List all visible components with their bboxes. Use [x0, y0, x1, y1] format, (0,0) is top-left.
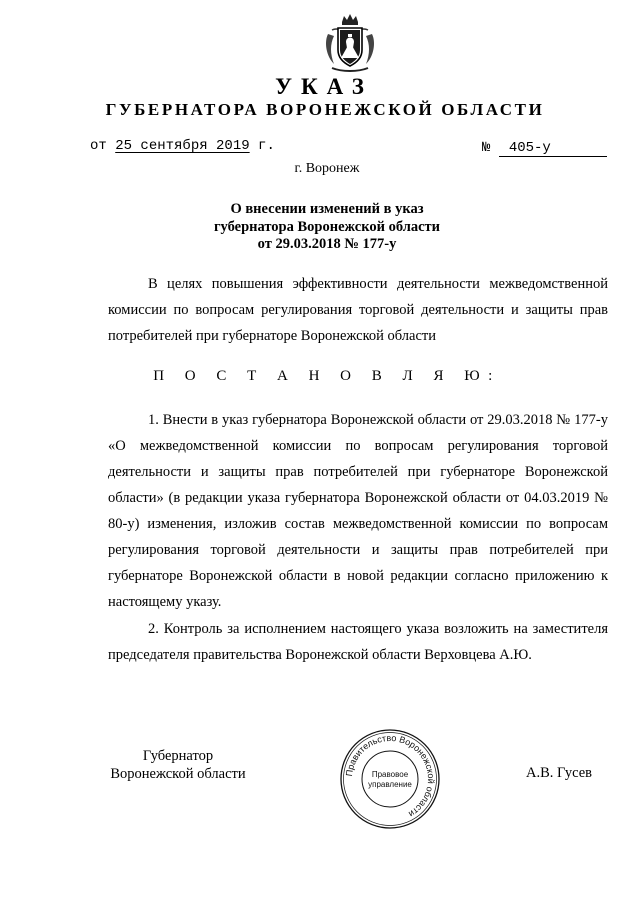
- heading-line: губернатора Воронежской области: [213, 218, 441, 235]
- document-title: УКАЗ: [275, 74, 373, 99]
- document-heading: [0, 201, 640, 254]
- date-line: [90, 138, 275, 154]
- stamp-center-line: Правовое: [371, 770, 409, 779]
- decree-item-2: 2. Контроль за исполнением настоящего указа возложить на заместителя председателя правительства Воронежской области Верховцева А.Ю.: [108, 621, 608, 663]
- stamp-ring-text: Правительство Воронежской области: [344, 732, 437, 820]
- number-prefix: №: [482, 140, 491, 156]
- city: г. Воронеж: [294, 161, 360, 176]
- decree-item-1: 1. Внести в указ губернатора Воронежской области от 29.03.2018 № 177-у «О межведомственной комиссии по вопросам регулирования торговой деятельности и защиты прав потребителей при губернаторе Воронежской области» (в редакции указа губернатора Воронежской области от 04.03.2019 № 80-у) изменения, изложив состав межведомственной комиссии по вопросам регулирования торговой деятельности и защиты прав потребителей при губернаторе Воронежской области в новой редакции согласно приложению к настоящему указу.: [108, 412, 608, 610]
- position-line: Воронежской области: [110, 766, 246, 782]
- position-line: Губернатор: [142, 748, 214, 764]
- coat-of-arms-icon: [322, 12, 378, 74]
- signatory-name: А.В. Гусев: [526, 765, 592, 781]
- number-value: 405-у: [499, 140, 607, 157]
- stamp-center-line: управление: [368, 780, 412, 789]
- date-prefix: от: [90, 138, 107, 154]
- official-stamp: [338, 727, 442, 831]
- date-value: 25 сентября 2019: [115, 138, 250, 154]
- signatory-position: [108, 747, 248, 783]
- preamble-paragraph: В целях повышения эффективности деятельности межведомственной комиссии по вопросам регулирования торговой деятельности и защиты прав потребителей при губернаторе Воронежской области: [108, 276, 608, 344]
- date-suffix: г.: [258, 138, 275, 154]
- decree-word: П О С Т А Н О В Л Я Ю:: [153, 368, 501, 384]
- document-subtitle: ГУБЕРНАТОРА ВОРОНЕЖСКОЙ ОБЛАСТИ: [105, 100, 545, 119]
- number-line: [482, 140, 607, 157]
- heading-line: О внесении изменений в указ: [230, 201, 424, 217]
- heading-line: от 29.03.2018 № 177-у: [257, 236, 397, 253]
